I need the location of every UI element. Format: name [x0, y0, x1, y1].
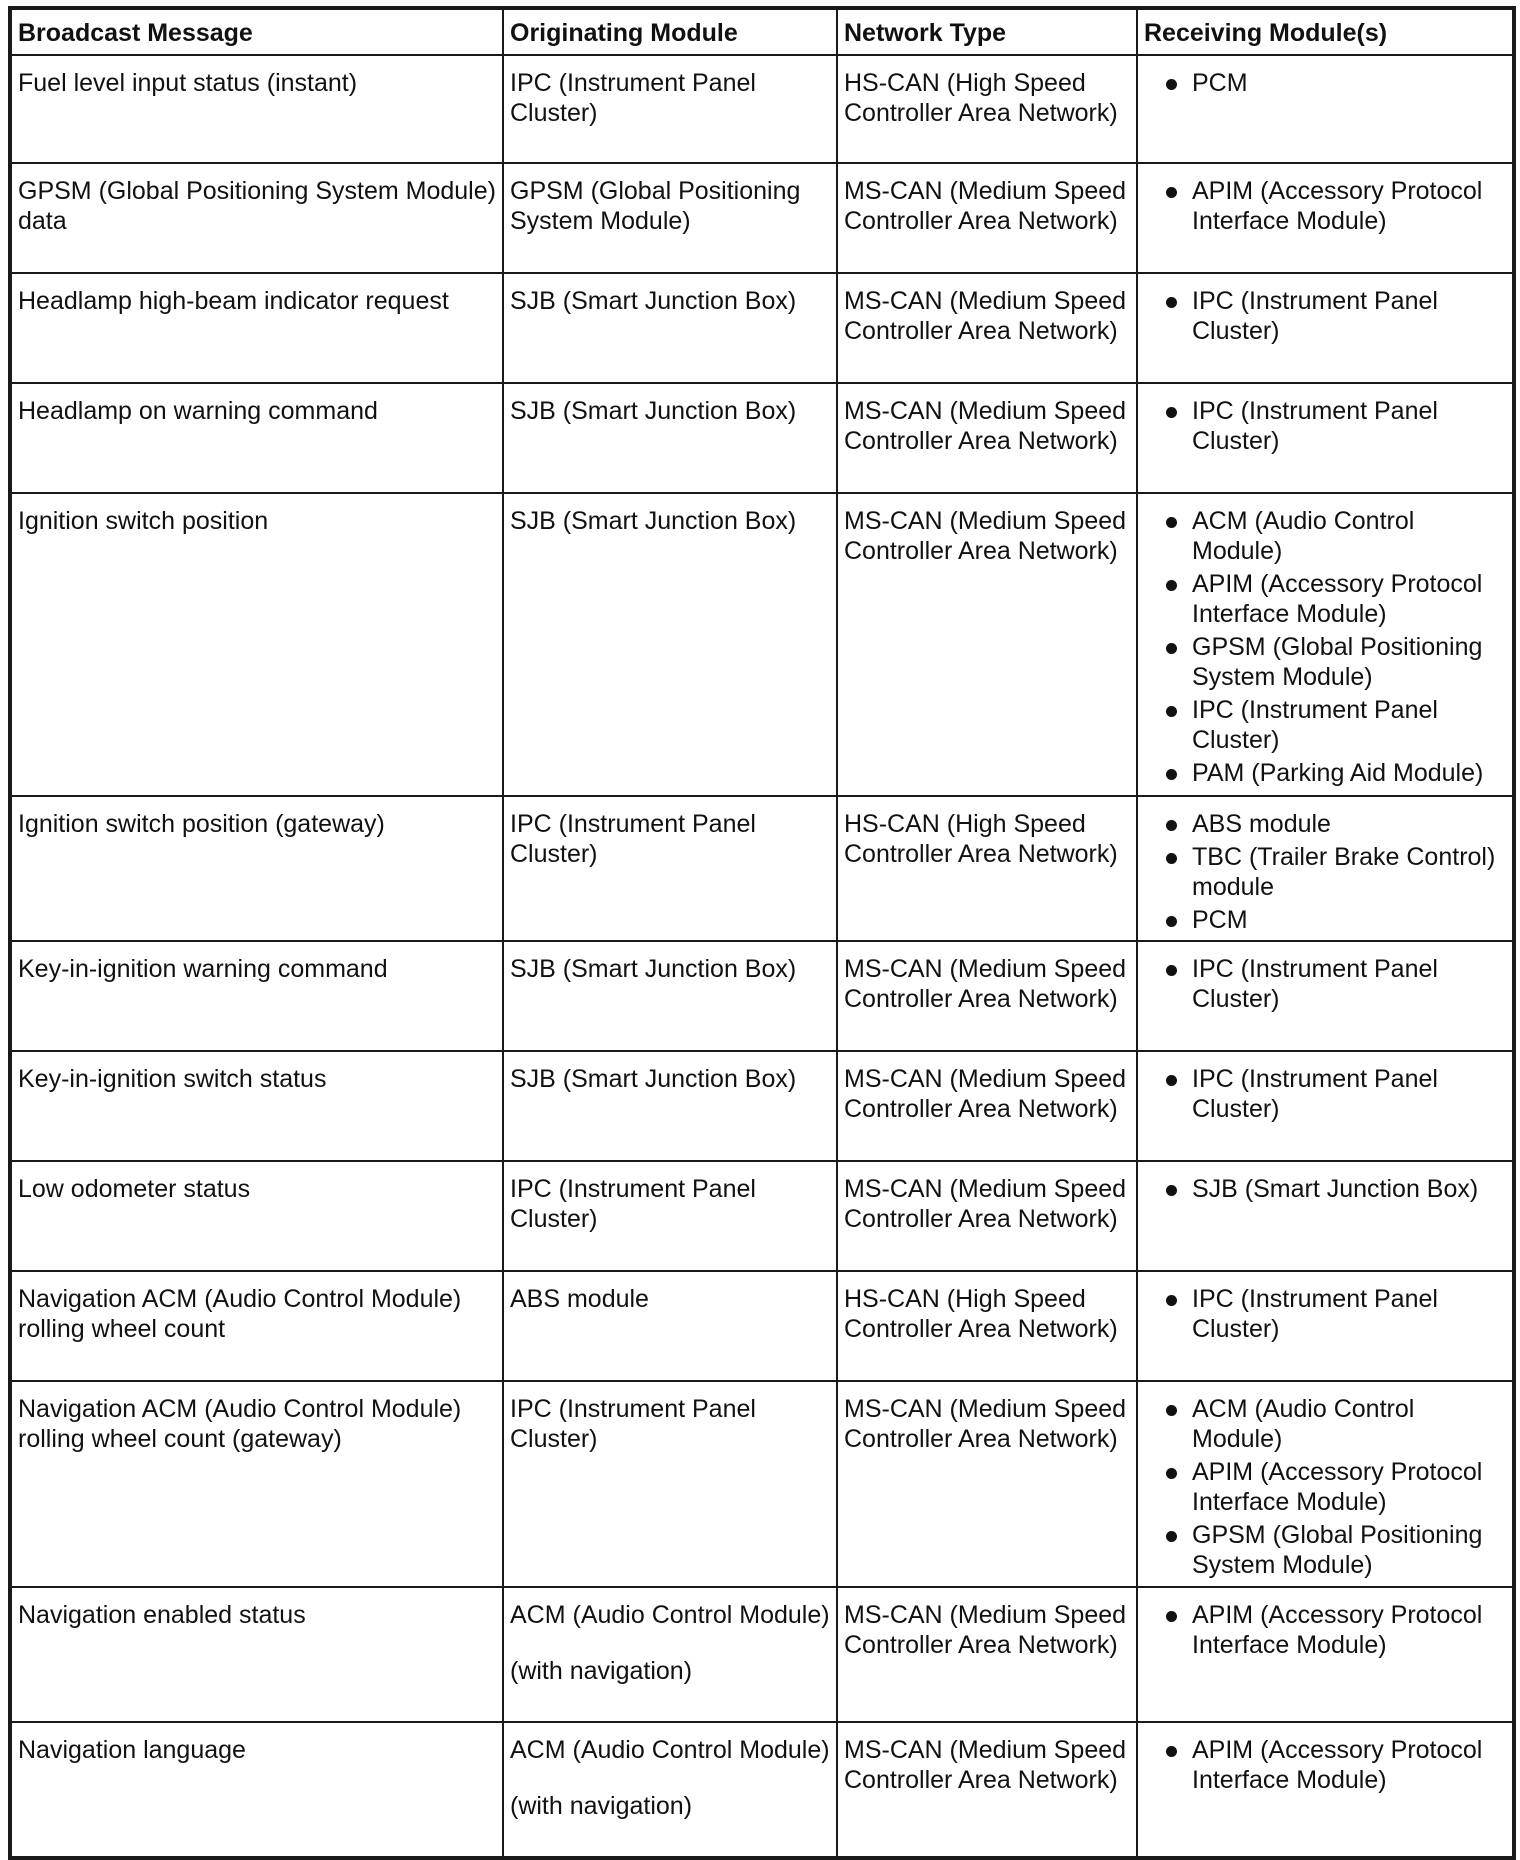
network-type-cell: MS-CAN (Medium Speed Controller Area Network) — [837, 1051, 1137, 1161]
network-type-cell: MS-CAN (Medium Speed Controller Area Network) — [837, 273, 1137, 383]
broadcast-message-cell: Navigation ACM (Audio Control Module) rolling wheel count (gateway) — [10, 1381, 503, 1587]
originating-module-text: SJB (Smart Junction Box) — [510, 955, 797, 983]
broadcast-message-cell: Key-in-ignition warning command — [10, 941, 503, 1051]
table-row — [10, 55, 1514, 163]
originating-module-text: IPC (Instrument Panel Cluster) — [510, 69, 756, 127]
receiving-modules-cell — [1137, 1381, 1514, 1587]
receiving-modules-list — [1144, 396, 1506, 456]
receiving-modules-list — [1144, 1394, 1506, 1580]
originating-module-text: ABS module — [510, 1285, 649, 1313]
network-type-cell: MS-CAN (Medium Speed Controller Area Network) — [837, 1722, 1137, 1858]
network-type-cell: MS-CAN (Medium Speed Controller Area Network) — [837, 1381, 1137, 1587]
originating-module-cell — [503, 1587, 837, 1722]
receiving-module-item: IPC (Instrument Panel Cluster) — [1144, 695, 1506, 755]
network-type-cell: MS-CAN (Medium Speed Controller Area Network) — [837, 163, 1137, 273]
originating-module-cell — [503, 55, 837, 163]
receiving-modules-cell — [1137, 55, 1514, 163]
originating-module-text: SJB (Smart Junction Box) — [510, 287, 797, 315]
originating-module-cell — [503, 273, 837, 383]
receiving-module-item: APIM (Accessory Protocol Interface Module) — [1144, 1600, 1506, 1660]
table-row — [10, 1587, 1514, 1722]
receiving-modules-list — [1144, 176, 1506, 236]
receiving-modules-cell — [1137, 1051, 1514, 1161]
receiving-module-item: PCM — [1144, 68, 1506, 98]
broadcast-message-cell: Headlamp high-beam indicator request — [10, 273, 503, 383]
receiving-modules-list — [1144, 68, 1506, 98]
broadcast-message-cell: Low odometer status — [10, 1161, 503, 1271]
table-row — [10, 1051, 1514, 1161]
header-network-type: Network Type — [837, 8, 1137, 55]
receiving-module-item: IPC (Instrument Panel Cluster) — [1144, 1064, 1506, 1124]
receiving-module-item: IPC (Instrument Panel Cluster) — [1144, 954, 1506, 1014]
receiving-module-item: APIM (Accessory Protocol Interface Module) — [1144, 1735, 1506, 1795]
network-type-cell: MS-CAN (Medium Speed Controller Area Network) — [837, 1161, 1137, 1271]
header-originating-module: Originating Module — [503, 8, 837, 55]
broadcast-message-cell: GPSM (Global Positioning System Module) data — [10, 163, 503, 273]
receiving-modules-cell — [1137, 163, 1514, 273]
receiving-modules-cell — [1137, 493, 1514, 796]
table-header-row — [10, 8, 1514, 55]
originating-module-cell — [503, 941, 837, 1051]
originating-module-text: SJB (Smart Junction Box) — [510, 397, 797, 425]
broadcast-message-cell: Ignition switch position — [10, 493, 503, 796]
receiving-modules-cell — [1137, 1587, 1514, 1722]
network-type-cell: MS-CAN (Medium Speed Controller Area Network) — [837, 1587, 1137, 1722]
table-row — [10, 796, 1514, 941]
receiving-modules-list — [1144, 809, 1506, 935]
table-row — [10, 273, 1514, 383]
originating-module-cell — [503, 1051, 837, 1161]
network-type-cell: MS-CAN (Medium Speed Controller Area Network) — [837, 383, 1137, 493]
broadcast-message-cell: Navigation enabled status — [10, 1587, 503, 1722]
table-row — [10, 383, 1514, 493]
receiving-module-item: GPSM (Global Positioning System Module) — [1144, 1520, 1506, 1580]
receiving-module-item: TBC (Trailer Brake Control) module — [1144, 842, 1506, 902]
receiving-modules-cell — [1137, 383, 1514, 493]
originating-module-cell — [503, 1381, 837, 1587]
network-type-cell: HS-CAN (High Speed Controller Area Network) — [837, 1271, 1137, 1381]
originating-module-text: SJB (Smart Junction Box) — [510, 507, 797, 535]
table-row — [10, 163, 1514, 273]
receiving-module-item: APIM (Accessory Protocol Interface Module) — [1144, 569, 1506, 629]
table-row — [10, 941, 1514, 1051]
receiving-modules-list — [1144, 1284, 1506, 1344]
receiving-module-item: APIM (Accessory Protocol Interface Module) — [1144, 1457, 1506, 1517]
originating-module-text: IPC (Instrument Panel Cluster) — [510, 810, 756, 868]
receiving-modules-list — [1144, 1064, 1506, 1124]
network-type-cell: HS-CAN (High Speed Controller Area Network) — [837, 55, 1137, 163]
table-row — [10, 493, 1514, 796]
receiving-module-item: IPC (Instrument Panel Cluster) — [1144, 396, 1506, 456]
receiving-module-item: PAM (Parking Aid Module) — [1144, 758, 1506, 788]
receiving-modules-list — [1144, 1174, 1506, 1204]
receiving-module-item: IPC (Instrument Panel Cluster) — [1144, 286, 1506, 346]
originating-module-text: SJB (Smart Junction Box) — [510, 1065, 797, 1093]
table-row — [10, 1722, 1514, 1858]
receiving-module-item: APIM (Accessory Protocol Interface Module) — [1144, 176, 1506, 236]
originating-module-cell — [503, 163, 837, 273]
broadcast-message-cell: Navigation language — [10, 1722, 503, 1858]
receiving-module-item: ACM (Audio Control Module) — [1144, 1394, 1506, 1454]
network-type-cell: MS-CAN (Medium Speed Controller Area Network) — [837, 941, 1137, 1051]
header-broadcast-message: Broadcast Message — [10, 8, 503, 55]
network-type-cell: HS-CAN (High Speed Controller Area Network) — [837, 796, 1137, 941]
originating-module-cell — [503, 383, 837, 493]
receiving-module-item: IPC (Instrument Panel Cluster) — [1144, 1284, 1506, 1344]
originating-module-cell — [503, 493, 837, 796]
broadcast-message-table — [8, 6, 1516, 1860]
originating-module-text: GPSM (Global Positioning System Module) — [510, 177, 801, 235]
receiving-module-item: SJB (Smart Junction Box) — [1144, 1174, 1506, 1204]
originating-module-text: IPC (Instrument Panel Cluster) — [510, 1175, 756, 1233]
table-row — [10, 1161, 1514, 1271]
broadcast-message-cell: Navigation ACM (Audio Control Module) rolling wheel count — [10, 1271, 503, 1381]
originating-module-cell — [503, 1161, 837, 1271]
originating-module-cell — [503, 796, 837, 941]
table-row — [10, 1381, 1514, 1587]
table-row — [10, 1271, 1514, 1381]
originating-module-text: ACM (Audio Control Module) — [510, 1601, 830, 1629]
receiving-modules-cell — [1137, 1161, 1514, 1271]
originating-module-text: ACM (Audio Control Module) — [510, 1736, 830, 1764]
originating-module-note: (with navigation) — [510, 1657, 693, 1685]
receiving-modules-list — [1144, 1600, 1506, 1660]
receiving-module-item: ACM (Audio Control Module) — [1144, 506, 1506, 566]
receiving-module-item: ABS module — [1144, 809, 1506, 839]
originating-module-cell — [503, 1722, 837, 1858]
receiving-modules-list — [1144, 954, 1506, 1014]
originating-module-text: IPC (Instrument Panel Cluster) — [510, 1395, 756, 1453]
receiving-modules-cell — [1137, 941, 1514, 1051]
network-type-cell: MS-CAN (Medium Speed Controller Area Network) — [837, 493, 1137, 796]
broadcast-message-cell: Fuel level input status (instant) — [10, 55, 503, 163]
table-body — [10, 55, 1514, 1858]
receiving-modules-list — [1144, 506, 1506, 788]
broadcast-message-cell: Headlamp on warning command — [10, 383, 503, 493]
receiving-modules-cell — [1137, 796, 1514, 941]
originating-module-cell — [503, 1271, 837, 1381]
receiving-modules-list — [1144, 1735, 1506, 1795]
originating-module-note: (with navigation) — [510, 1792, 693, 1820]
receiving-modules-list — [1144, 286, 1506, 346]
receiving-modules-cell — [1137, 1722, 1514, 1858]
receiving-modules-cell — [1137, 1271, 1514, 1381]
document-page — [8, 6, 1512, 1860]
receiving-module-item: PCM — [1144, 905, 1506, 935]
receiving-module-item: GPSM (Global Positioning System Module) — [1144, 632, 1506, 692]
broadcast-message-cell: Ignition switch position (gateway) — [10, 796, 503, 941]
receiving-modules-cell — [1137, 273, 1514, 383]
header-receiving-modules: Receiving Module(s) — [1137, 8, 1514, 55]
broadcast-message-cell: Key-in-ignition switch status — [10, 1051, 503, 1161]
